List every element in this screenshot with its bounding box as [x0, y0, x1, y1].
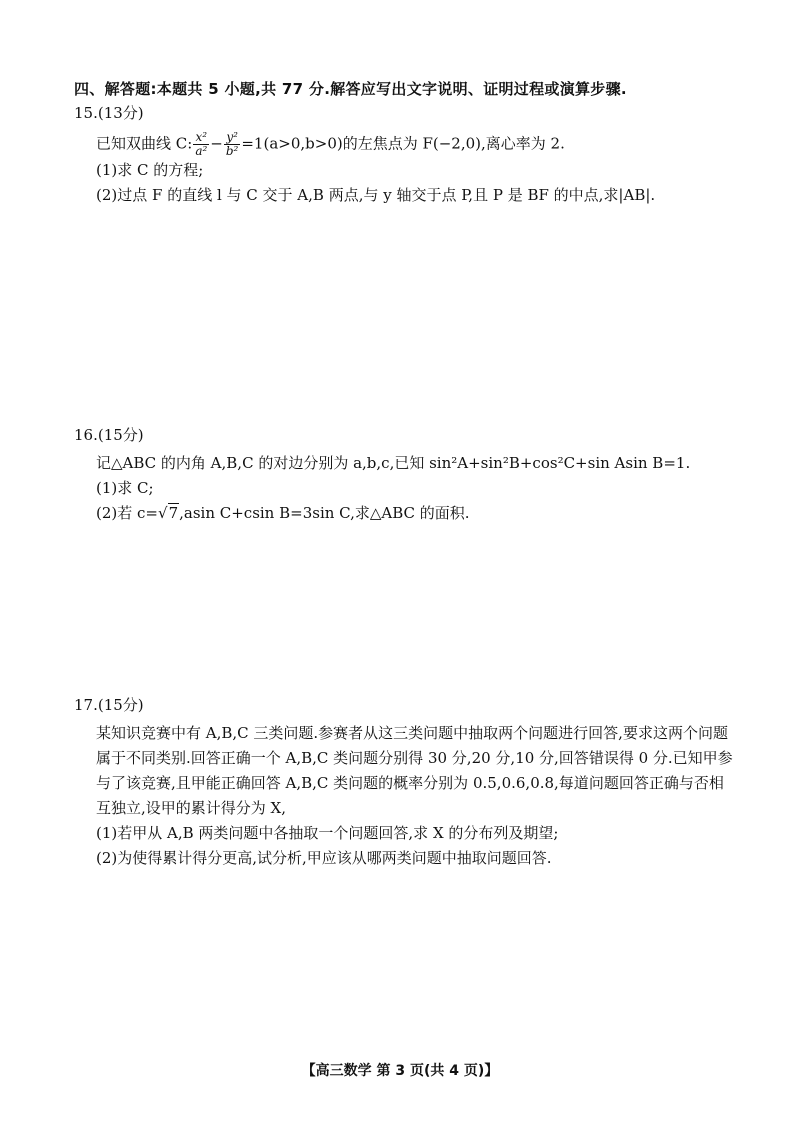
fraction-numerator: y² — [224, 131, 241, 145]
fraction-y2-b2 — [224, 131, 241, 158]
problem-15-stem — [96, 131, 754, 158]
fraction-denominator: a² — [195, 144, 208, 158]
problem-17-question-2: (2)为使得累计得分更高,试分析,甲应该从哪两类问题中抽取问题回答. — [96, 849, 552, 867]
problem-15-stem-prefix: 已知双曲线 C: — [96, 134, 193, 153]
problem-17-number: 17.(15分) — [74, 696, 144, 714]
section-title: 四、解答题:本题共 5 小题,共 77 分.解答应写出文字说明、证明过程或演算步骤. — [74, 80, 627, 98]
page-footer: 【高三数学 第 3 页(共 4 页)】 — [301, 1063, 499, 1079]
problem-16-stem: 记△ABC 的内角 A,B,C 的对边分别为 a,b,c,已知 sin²A+sin²B+cos²C+sin Asin B=1. — [96, 454, 691, 472]
problem-15-body — [74, 131, 754, 208]
problem-16-q2-prefix: (2)若 c= — [96, 504, 158, 522]
problem-15 — [74, 102, 754, 208]
fraction-denominator: b² — [225, 144, 239, 158]
problem-17-stem: 某知识竞赛中有 A,B,C 三类问题.参赛者从这三类问题中抽取两个问题进行回答,要求这两个问题属于不同类别.回答正确一个 A,B,C 类问题分别得 30 分,20 分,10 分,回答错误得 0 分.已知甲参与了该竞赛,且甲能正确回答 A,B,C 类问题的概率分别为 0.5,0.6,0.8,每道问题回答正确与否相互独立,设甲的累计得分为 X, — [96, 724, 733, 817]
problem-15-question-2: (2)过点 F 的直线 l 与 C 交于 A,B 两点,与 y 轴交于点 P,且 P 是 BF 的中点,求|AB|. — [96, 186, 656, 204]
minus-sign: − — [210, 134, 223, 153]
problem-17-question-1: (1)若甲从 A,B 两类问题中各抽取一个问题回答,求 X 的分布列及期望; — [96, 824, 559, 842]
problem-15-number: 15.(13分) — [74, 104, 144, 122]
fraction-numerator: x² — [193, 131, 209, 145]
problem-17 — [74, 694, 754, 871]
problem-17-body — [74, 721, 736, 871]
problem-16-q2-suffix: ,asin C+csin B=3sin C,求△ABC 的面积. — [179, 504, 470, 522]
problem-16-question-2: (2)若 c=√7,asin C+csin B=3sin C,求△ABC 的面积. — [96, 504, 470, 522]
problem-16-number: 16.(15分) — [74, 426, 144, 444]
problem-16-body — [74, 451, 754, 526]
problem-16 — [74, 424, 754, 526]
problem-15-question-1: (1)求 C 的方程; — [96, 161, 204, 179]
fraction-x2-a2 — [193, 131, 209, 158]
problem-15-stem-suffix: =1(a>0,b>0)的左焦点为 F(−2,0),离心率为 2. — [241, 134, 565, 153]
problem-16-question-1: (1)求 C; — [96, 479, 154, 497]
sqrt-radicand: 7 — [168, 504, 179, 522]
